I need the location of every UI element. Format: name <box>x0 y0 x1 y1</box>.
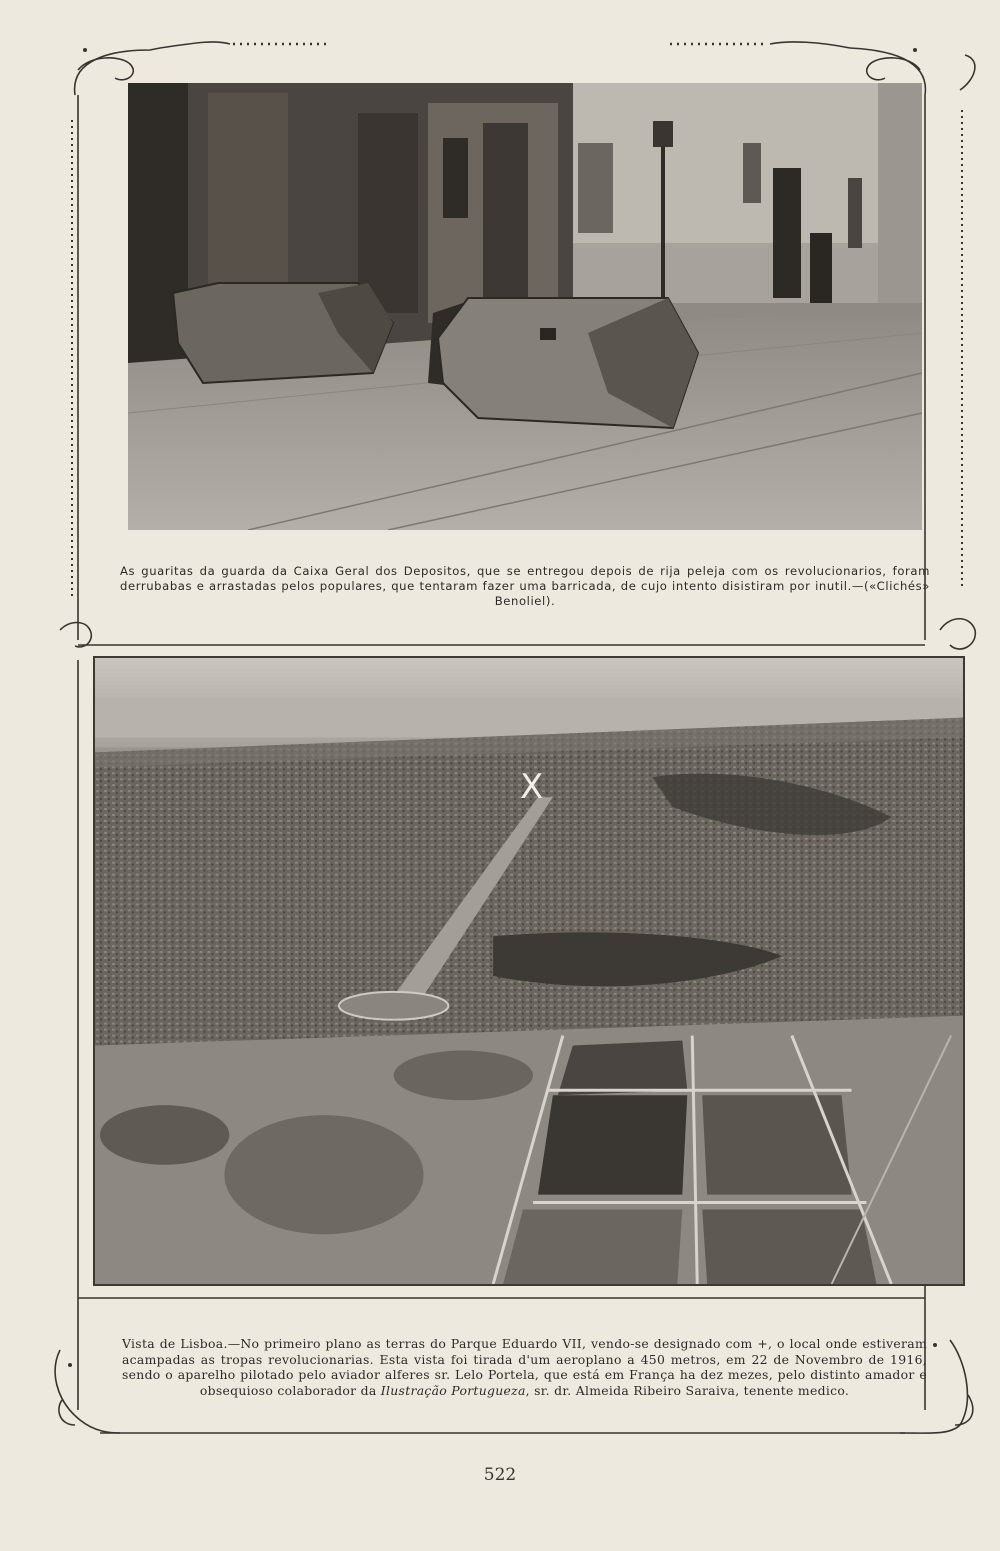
magazine-title: Ilustração Portugueza <box>380 1382 526 1398</box>
campsite-x-marker: X <box>520 767 544 807</box>
bottom-photo-caption <box>122 1336 927 1398</box>
caption-text-part2: , sr. dr. Almeida Ribeiro Saraiva, tenente medico. <box>525 1382 850 1398</box>
top-photo-caption: As guaritas da guarda da Caixa Geral dos Depositos, que se entregou depois de rija peleja com os revolucionarios, foram derrubabas e arrastadas pelos populares, que tentaram fazer uma barricada, de cujo intento disistiram por inutil.—(«Clichés» Benoliel). <box>120 564 930 608</box>
street-photograph <box>128 83 922 530</box>
caption-text-part1: Vista de Lisboa.—No primeiro plano as terras do Parque Eduardo VII, vendo-se designado com +, o local onde estiveram acampadas as tropas revolucionarias. Esta vista foi tirada d'um aeroplano a 450 metros, em 22 de Novembro de 1916, sendo o aparelho pilotado pelo aviador alferes sr. Lelo Portela, que está em França ha dez mezes, pelo distinto amador e obsequioso colaborador da <box>122 1336 927 1398</box>
aerial-photograph <box>93 656 965 1286</box>
page-number: 522 <box>483 1465 517 1485</box>
